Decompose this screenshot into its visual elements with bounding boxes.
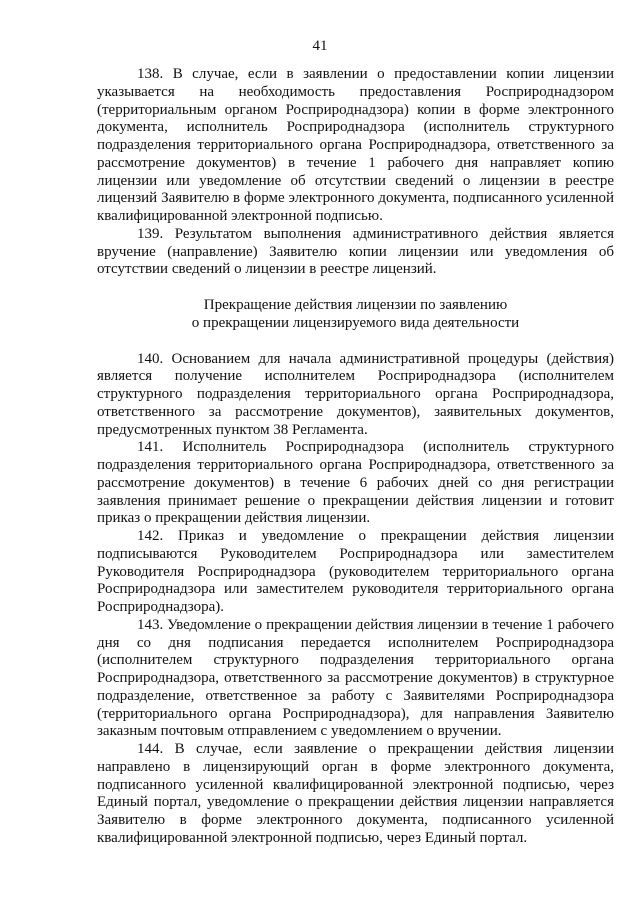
paragraph-141: 141. Исполнитель Росприроднадзора (исполнитель структурного подразделения территориального органа Росприроднадзора, ответственного за рассмотрение документов) в течение 6 рабочих дней со дня регистрации заявления принимает решение о прекращении действия лицензии и готовит приказ о прекращении действия лицензии. <box>97 439 614 527</box>
section-heading-line-1: Прекращение действия лицензии по заявлению <box>203 297 508 313</box>
section-heading <box>97 297 614 333</box>
paragraph-143: 143. Уведомление о прекращении действия лицензии в течение 1 рабочего дня со дня подписания передается исполнителем Росприроднадзора (исполнителем структурного подразделения территориального органа Росприроднадзора, ответственного за рассмотрение документов) в структурное подразделение, ответственное за работу с Заявителями Росприроднадзора (территориального органа Росприроднадзора), для направления Заявителю заказным почтовым отправлением с уведомлением о вручении. <box>97 616 614 740</box>
paragraph-142: 142. Приказ и уведомление о прекращении действия лицензии подписываются Руководителем Росприроднадзора или заместителем Руководителя Росприроднадзора (руководителем территориального органа Росприроднадзора или заместителем руководителя территориального органа Росприроднадзора). <box>97 528 614 615</box>
paragraph-139: 139. Результатом выполнения административного действия является вручение (направление) Заявителю копии лицензии или уведомления об отсутствии сведений о лицензии в реестре лицензий. <box>97 225 614 278</box>
document-body <box>97 66 614 848</box>
paragraph-144: 144. В случае, если заявление о прекращении действия лицензии направлено в лицензирующий орган в форме электронного документа, подписанного усиленной квалифицированной электронной подписью, через Единый портал, уведомление о прекращении действия лицензии направляется Заявителю в форме электронного документа, подписанного усиленной квалифицированной электронной подписью, через Единый портал. <box>97 741 614 846</box>
page-number: 41 <box>312 38 328 54</box>
paragraph-140: 140. Основанием для начала административной процедуры (действия) является получение исполнителем Росприроднадзора (исполнителем структурного подразделения территориального органа Росприроднадзора, ответственного за рассмотрение документов), заявительных документов, предусмотренных пунктом 38 Регламента. <box>97 350 614 438</box>
paragraph-138: 138. В случае, если в заявлении о предоставлении копии лицензии указывается на необходимость предоставления Росприроднадзором (территориальным органом Росприроднадзора) копии в форме электронного документа, исполнитель Росприроднадзора (исполнитель структурного подразделения территориального органа Росприроднадзора, ответственного за рассмотрение документов) в течение 1 рабочего дня направляет копию лицензии или уведомление об отсутствии сведений о лицензии в реестре лицензий Заявителю в форме электронного документа, подписанного усиленной квалифицированной электронной подписью. <box>97 66 614 224</box>
section-heading-line-2: о прекращении лицензируемого вида деятельности <box>191 314 520 331</box>
